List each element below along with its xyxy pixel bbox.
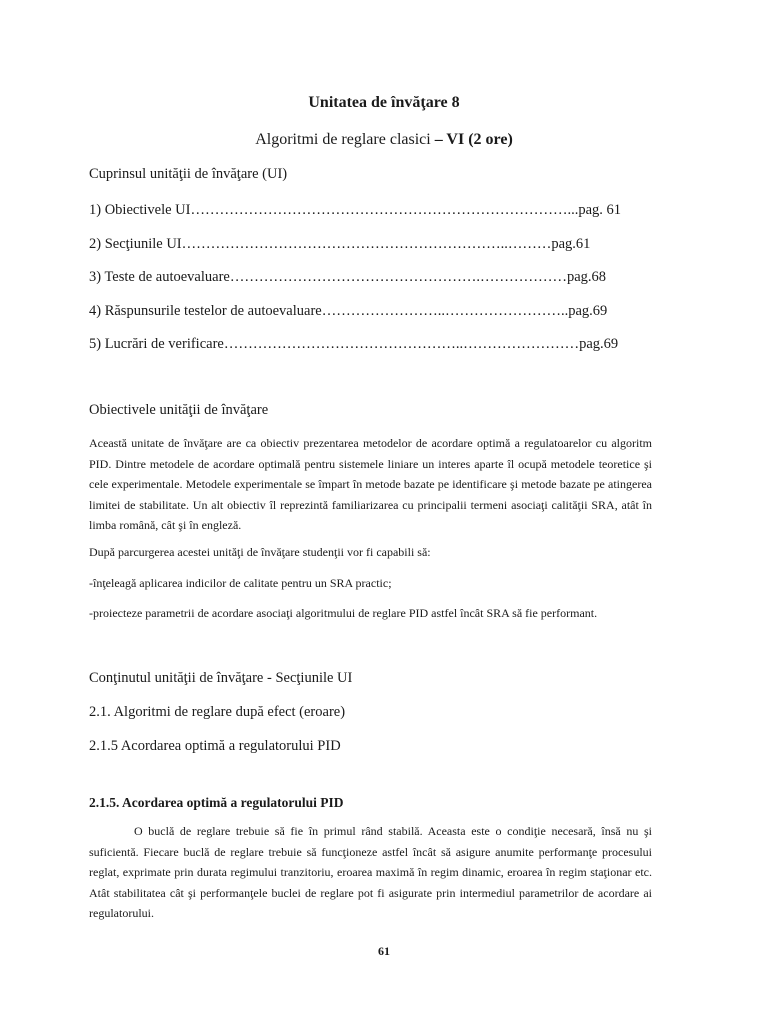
unit-title: Unitatea de învăţare 8 bbox=[308, 94, 460, 111]
toc-item: 3) Teste de autoevaluare…………………………………………….………………pag.68 bbox=[89, 269, 607, 285]
objective-bullet: -înţeleagă aplicarea indicilor de calitate pentru un SRA practic; bbox=[89, 576, 392, 590]
table-of-contents bbox=[89, 202, 689, 370]
objective-bullet: -proiecteze parametrii de acordare asociaţi algoritmului de reglare PID astfel încât SRA să fie performant. bbox=[89, 606, 598, 620]
objectives-paragraph: Această unitate de învăţare are ca obiectiv prezentarea metodelor de acordare optimă a regulatoarelor cu algoritm PID. Dintre metodele de acordare optimală pentru sistemele liniare un interes aparte îl ocupă metodele teoretice şi cele experimentale. Metodele experimentale se împart în metode bazate pe identificare şi metode bazate pe atingerea limitei de stabilitate. Un alt obiectiv îl reprezintă familiarizarea cu principalii termeni asociaţi calităţii SRA, atât în limba română, cât şi în engleză. bbox=[89, 436, 652, 533]
toc-item: 1) Obiectivele UI……………………………………………………………………...pag. 61 bbox=[89, 202, 622, 218]
content-item: 2.1.5 Acordarea optimă a regulatorului PID bbox=[89, 738, 341, 754]
unit-subtitle bbox=[0, 131, 768, 149]
toc-item: 2) Secţiunile UI…………………………………………………………..………pag.61 bbox=[89, 235, 591, 252]
section-title: 2.1.5. Acordarea optimă a regulatorului PID bbox=[89, 795, 344, 810]
page-number: 61 bbox=[378, 944, 390, 958]
content-item: 2.1. Algoritmi de reglare după efect (eroare) bbox=[89, 704, 346, 720]
unit-subtitle-main: Algoritmi de reglare clasici bbox=[255, 131, 431, 148]
toc-item: 4) Răspunsurile testelor de autoevaluare……………………..……………………..pag.69 bbox=[89, 302, 608, 319]
section-paragraph: O buclă de reglare trebuie să fie în primul rând stabilă. Aceasta este o condiţie necesară, însă nu şi suficientă. Fiecare buclă de reglare trebuie să funcţioneze astfel încât să asigure anumite performanţe procesului reglat, exprimate prin durata regimului tranzitoriu, eroarea maximă în regim dinamic, eroarea în regim staţionar etc. Atât stabilitatea cât şi performanţele buclei de reglare pot fi asigurate prin intermediul parametrilor de acordare ai regulatorului. bbox=[89, 824, 652, 921]
objectives-intro: După parcurgerea acestei unităţi de învăţare studenţii vor fi capabili să: bbox=[89, 545, 431, 559]
objectives-heading: Obiectivele unităţii de învăţare bbox=[89, 402, 269, 418]
toc-item: 5) Lucrări de verificare…………………………………………..……………………pag.69 bbox=[89, 336, 619, 352]
toc-heading: Cuprinsul unităţii de învăţare (UI) bbox=[89, 166, 288, 182]
unit-subtitle-duration: – VI (2 ore) bbox=[434, 131, 513, 148]
content-heading: Conţinutul unităţii de învăţare - Secţiunile UI bbox=[89, 670, 353, 686]
